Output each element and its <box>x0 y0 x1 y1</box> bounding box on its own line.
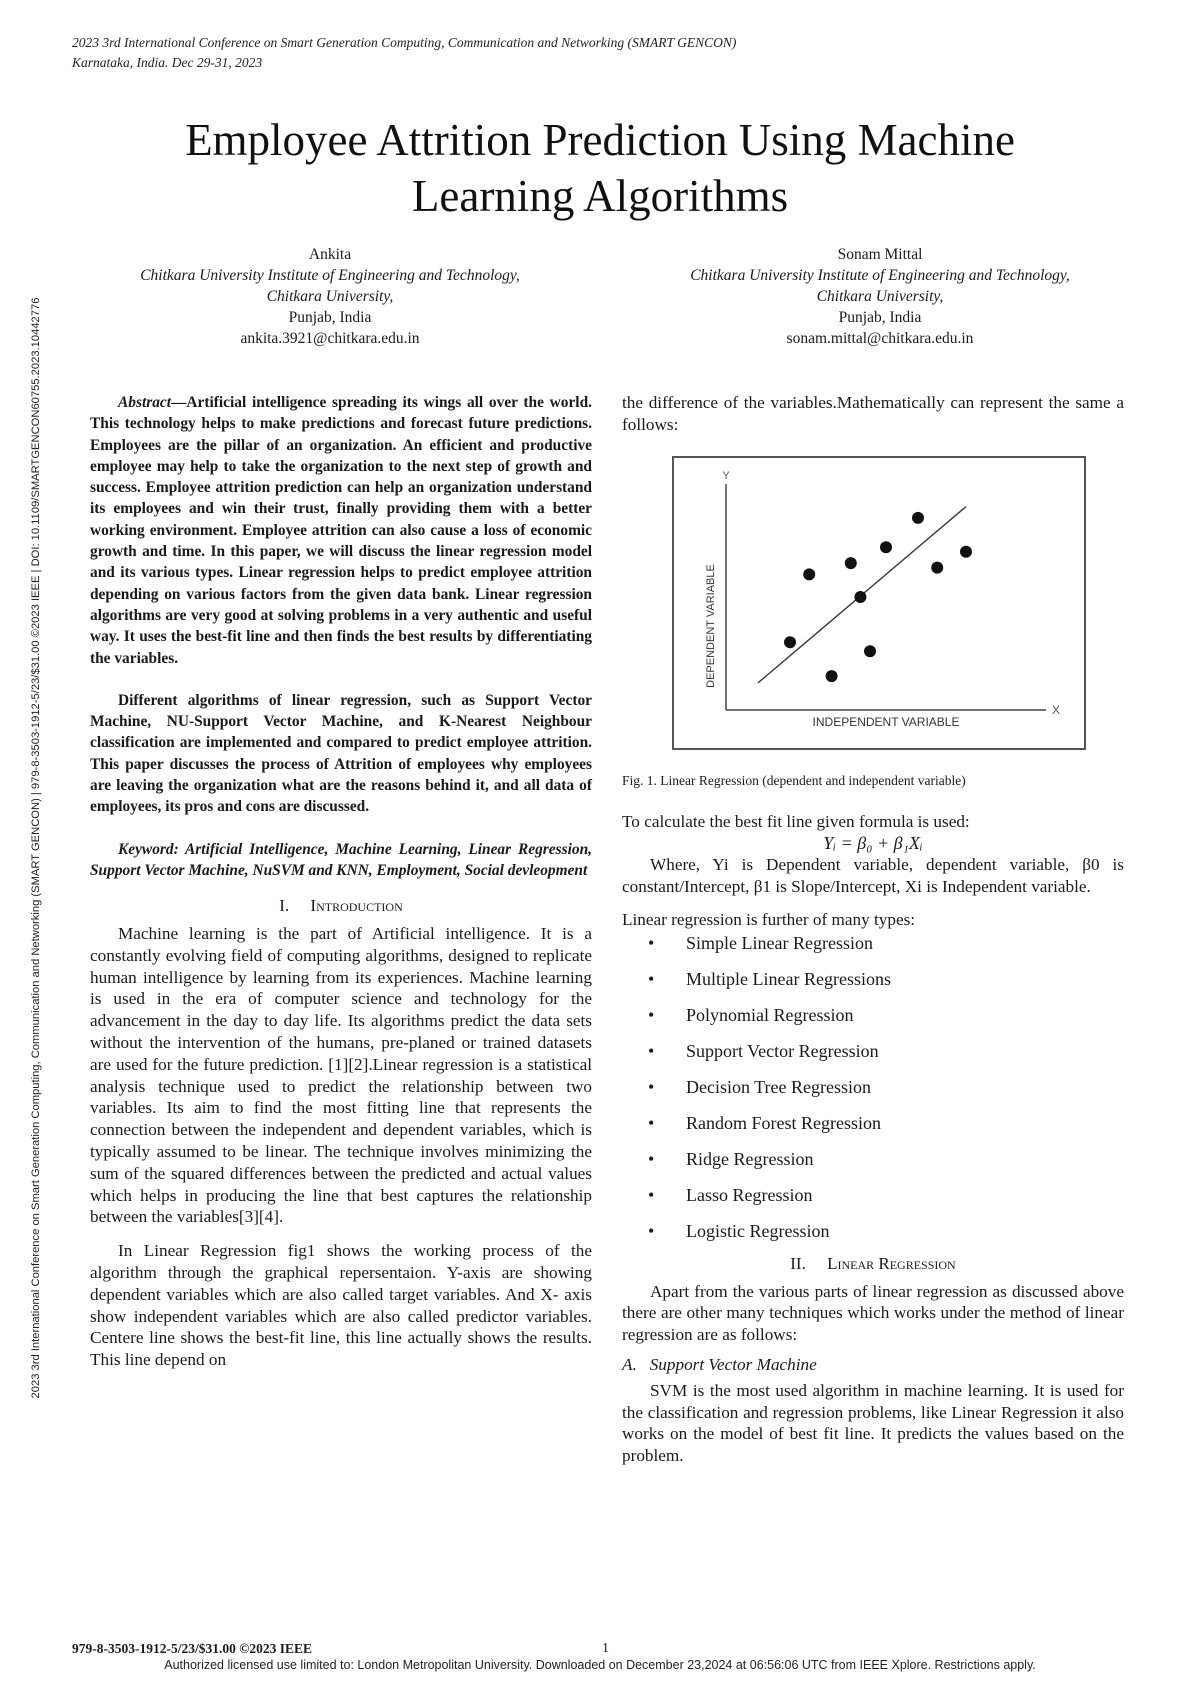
footer-isbn: 979-8-3503-1912-5/23/$31.00 ©2023 IEEE <box>72 1641 312 1656</box>
y-axis-label: DEPENDENT VARIABLE <box>705 564 717 688</box>
list-item: • Multiple Linear Regressions <box>622 967 1124 1003</box>
scatter-point <box>803 568 815 580</box>
author-block-2 <box>640 244 1120 349</box>
paper-title <box>100 112 1100 224</box>
section-title: Introduction <box>310 896 403 916</box>
title-line-1: Employee Attrition Prediction Using Machine <box>185 115 1015 165</box>
figure-1 <box>672 456 1086 750</box>
scatter-chart <box>674 458 1084 748</box>
title-line-2: Learning Algorithms <box>411 171 789 221</box>
figure-caption: Fig. 1. Linear Regression (dependent and independent variable) <box>622 773 966 788</box>
scatter-point <box>784 636 796 648</box>
abstract-text: —Artificial intelligence spreading its wings all over the world. This technology helps to make predictions and forecast future predictions. Employees are the pillar of an organization. An efficient and productive employee may help to take the organization to the next step of growth and success. Employee attrition prediction can help an organization understand its employees and win their trust, finally providing them with a better working environment. Employee attrition can also cause a loss of economic growth and time. In this paper, we will discuss the linear regression model and its various types. Linear regression helps to predict employee attrition depending on various factors from the given data bank. Linear regression algorithms are very good at solving problems in a very authentic and useful way. It uses the best-fit line and then finds the best results by differentiating the variables. <box>90 394 592 667</box>
list-item: • Ridge Regression <box>622 1147 1124 1183</box>
chart-marks <box>758 507 972 683</box>
right-column-bottom <box>622 770 1124 1467</box>
side-doi-banner: 2023 3rd International Conference on Smart Generation Computing, Communication and Networking (SMART GENCON) | 979-8-3503-1912-5/23/$31.00 ©2023 IEEE | DOI: 10.1109/SMARTGENCON60755.2023.10442776 <box>30 297 42 1399</box>
scatter-point <box>854 591 866 603</box>
types-intro: Linear regression is further of many types: <box>622 909 916 929</box>
section2-paragraph-1: Apart from the various parts of linear regression as discussed above there are other many techniques which works under the method of linear regression are as follows: <box>622 1281 1124 1345</box>
regression-types-list <box>622 931 1124 1255</box>
formula-description: Where, Yi is Dependent variable, dependent variable, β0 is constant/Intercept, β1 is Slope/Intercept, Xi is Independent variable. <box>622 855 1124 897</box>
scatter-point <box>826 670 838 682</box>
section-title: Linear Regression <box>827 1253 956 1273</box>
abstract-paragraph-2: Different algorithms of linear regression, such as Support Vector Machine, NU-Support Vector Machine, and K-Nearest Neighbour classification are implemented and compared to predict employee attrition. This paper discusses the process of Attrition of employees why employees are leaving the organization what are the reasons behind it, and all data of employees, its pros and cons are discussed. <box>90 691 592 816</box>
conference-line-2: Karnataka, India. Dec 29-31, 2023 <box>72 55 263 70</box>
author-email: ankita.3921@chitkara.edu.in <box>240 330 420 347</box>
scatter-point <box>880 541 892 553</box>
author-affiliation: Chitkara University, <box>816 288 944 305</box>
list-item: • Random Forest Regression <box>622 1111 1124 1147</box>
list-item: • Support Vector Regression <box>622 1039 1124 1075</box>
formula-intro: To calculate the best fit line given formula is used: <box>622 811 970 831</box>
scatter-point <box>864 645 876 657</box>
list-item: • Polynomial Regression <box>622 1003 1124 1039</box>
scatter-point <box>931 562 943 574</box>
subsection-label: A. <box>622 1354 637 1374</box>
section-heading-linear-regression <box>622 1253 1124 1275</box>
page-number: 1 <box>602 1641 609 1656</box>
section-number: II. <box>790 1253 806 1273</box>
author-location: Punjab, India <box>288 309 372 326</box>
keywords: Keyword: Artificial Intelligence, Machine Learning, Linear Regression, Support Vector Machine, NuSVM and KNN, Employment, Social devleopment <box>90 840 592 879</box>
author-name: Ankita <box>308 246 352 263</box>
list-item: • Decision Tree Regression <box>622 1075 1124 1111</box>
scatter-point <box>845 557 857 569</box>
author-location: Punjab, India <box>838 309 922 326</box>
formula: Yᵢ = β₀ + β₁Xᵢ <box>823 832 923 853</box>
y-axis-letter: Y <box>722 470 730 482</box>
list-item: • Logistic Regression <box>622 1219 1124 1255</box>
scatter-point <box>960 546 972 558</box>
x-axis-label: INDEPENDENT VARIABLE <box>812 715 960 729</box>
section-heading-introduction <box>90 895 592 917</box>
intro-paragraph-2: In Linear Regression fig1 shows the working process of the algorithm through the graphical repersentaion. Y-axis are showing dependent variables which are also called target variables. And X- axis show independent variables which are also called predictor variables. Centere line shows the best-fit line, this line actually shows the results. This line depend on <box>90 1241 592 1370</box>
intro-paragraph-1: Machine learning is the part of Artificial intelligence. It is a constantly evolving field of computing algorithms, designed to replicate human intelligence by learning from its experiences. Machine learning is used in the era of computer science and technology for the advancement in the day to day life. Its algorithms predict the data sets without the intervention of the humans, pre-planed or trained datasets are used for the future prediction. [1][2].Linear regression is a statistical analysis technique used to predict the relationship between two variables. Its aim to find the most fitting line that represents the connection between the independent and dependent variables, which is typically assumed to be linear. The technique involves minimizing the sum of the squared differences between the predicted and actual values which helps in producing the line that best captures the relationship between the variables[3][4]. <box>90 924 592 1227</box>
authorized-use-notice: Authorized licensed use limited to: London Metropolitan University. Downloaded on December 23,2024 at 06:56:06 UTC from IEEE Xplore. Restrictions apply. <box>164 1658 1036 1672</box>
author-name: Sonam Mittal <box>837 246 923 263</box>
author-affiliation: Chitkara University Institute of Engineering and Technology, <box>140 267 520 284</box>
section2-paragraph-2: SVM is the most used algorithm in machine learning. It is used for the classification and regression problems, like Linear Regression it also works on the model of best fit line. It predicts the values based on the problem. <box>622 1380 1124 1466</box>
subsection-title: Support Vector Machine <box>649 1354 817 1374</box>
left-column <box>90 392 592 1371</box>
author-block-1 <box>90 244 570 349</box>
conference-header <box>72 33 736 73</box>
author-email: sonam.mittal@chitkara.edu.in <box>786 330 974 347</box>
conference-line-1: 2023 3rd International Conference on Smart Generation Computing, Communication and Networking (SMART GENCON) <box>72 35 737 50</box>
subsection-heading-svm <box>622 1354 1124 1376</box>
section-number: I. <box>279 896 290 916</box>
list-item: • Lasso Regression <box>622 1183 1124 1219</box>
abstract-label: Abstract <box>118 394 172 411</box>
continued-paragraph: the difference of the variables.Mathematically can represent the same a follows: <box>622 393 1124 434</box>
chart-axes <box>705 470 1060 729</box>
scatter-point <box>912 512 924 524</box>
abstract-paragraph <box>90 392 592 669</box>
author-affiliation: Chitkara University Institute of Engineering and Technology, <box>690 267 1070 284</box>
list-item: • Simple Linear Regression <box>622 931 1124 967</box>
right-column-top <box>622 392 1124 436</box>
author-affiliation: Chitkara University, <box>266 288 394 305</box>
x-axis-letter: X <box>1052 703 1061 717</box>
